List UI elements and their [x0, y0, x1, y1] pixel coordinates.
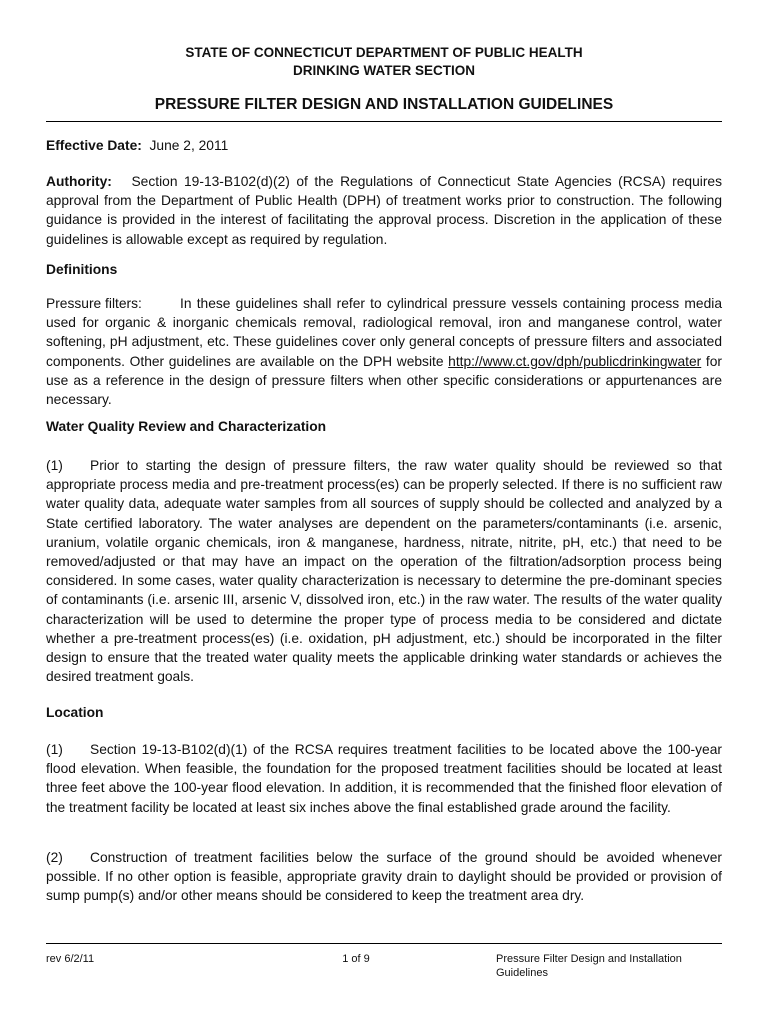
paragraph-number: (1)	[46, 458, 63, 473]
water-quality-paragraph-1	[46, 456, 722, 686]
effective-date-value: June 2, 2011	[149, 138, 229, 153]
water-quality-heading: Water Quality Review and Characterization	[46, 419, 327, 434]
dph-website-link[interactable]: http://www.ct.gov/dph/publicdrinkingwater	[448, 353, 702, 369]
definition-text-end: for use as a reference in the design of pressure filters when other specific considerations or appurtenances are necessary.	[46, 353, 722, 408]
document-title: PRESSURE FILTER DESIGN AND INSTALLATION GUIDELINES	[154, 96, 614, 113]
water-quality-text: Prior to starting the design of pressure filters, the raw water quality should be reviewed so that appropriate process media and pre-treatment process(es) can be properly selected. If there is no sufficient raw water quality data, adequate water samples from all sources of supply should be collected and analyzed by a State certified laboratory. The water analyses are dependent on the parameters/contaminants (i.e. arsenic, uranium, volatile organic chemicals, iron & manganese, hardness, nitrate, nitrite, pH, etc.) that need to be removed/adjusted or that may have an impact on the operation of the filtration/adsorption process being considered. In some cases, water quality characterization is necessary to determine the pre-dominant species of contaminants (i.e. arsenic III, arsenic V, dissolved iron, etc.) in the raw water. The results of the water quality characterization will be used to determine the proper type of process media to be considered and dictate whether a pre-treatment process(es) (i.e. oxidation, pH adjustment, etc.) should be incorporated in the filter design to ensure that the treated water quality meets the applicable drinking water standards or achieves the desired treatment goals.	[46, 458, 722, 685]
footer-revision: rev 6/2/11	[46, 953, 95, 965]
section-name: DRINKING WATER SECTION	[293, 63, 475, 78]
definition-text: In these guidelines shall refer to cylindrical pressure vessels containing process media used for organic & inorganic chemicals removal, radiological removal, iron and manganese control, water softening, pH adjustment, etc. These guidelines cover only general concepts of pressure filters and associated components. Other guidelines are available on the DPH website	[46, 296, 722, 369]
location-paragraph-1	[46, 740, 722, 817]
effective-date-label: Effective Date:	[46, 138, 142, 153]
authority-label: Authority:	[46, 174, 112, 189]
definition-term: Pressure filters:	[46, 296, 142, 311]
location-text-2: Construction of treatment facilities below the surface of the ground should be avoided whenever possible. If no other option is feasible, appropriate gravity drain to daylight should be provided or provision of sump pump(s) and/or other means should be considered to keep the treatment area dry.	[46, 850, 722, 904]
agency-name: STATE OF CONNECTICUT DEPARTMENT OF PUBLIC HEALTH	[185, 45, 583, 60]
footer-document-title: Pressure Filter Design and Installation Guidelines	[496, 953, 682, 979]
footer-page-number: 1 of 9	[342, 953, 370, 965]
location-heading: Location	[46, 705, 104, 720]
paragraph-number: (2)	[46, 850, 63, 865]
location-text-1: Section 19-13-B102(d)(1) of the RCSA requires treatment facilities to be located above the 100-year flood elevation. When feasible, the foundation for the proposed treatment facilities should be located at least three feet above the 100-year flood elevation. In addition, it is recommended that the finished floor elevation of the treatment facility be located at least six inches above the final established grade around the facility.	[46, 742, 722, 815]
effective-date	[46, 136, 722, 155]
authority-text: Section 19-13-B102(d)(2) of the Regulations of Connecticut State Agencies (RCSA) requires approval from the Department of Public Health (DPH) of treatment works prior to construction. The following guidance is provided in the interest of facilitating the approval process. Discretion in the application of these guidelines is allowable except as required by regulation.	[46, 174, 723, 247]
location-paragraph-2	[46, 848, 722, 906]
authority-paragraph	[46, 172, 722, 249]
definitions-paragraph	[46, 294, 722, 409]
title-divider	[46, 121, 722, 122]
definitions-heading: Definitions	[46, 262, 118, 277]
footer-divider	[46, 943, 722, 944]
paragraph-number: (1)	[46, 742, 63, 757]
